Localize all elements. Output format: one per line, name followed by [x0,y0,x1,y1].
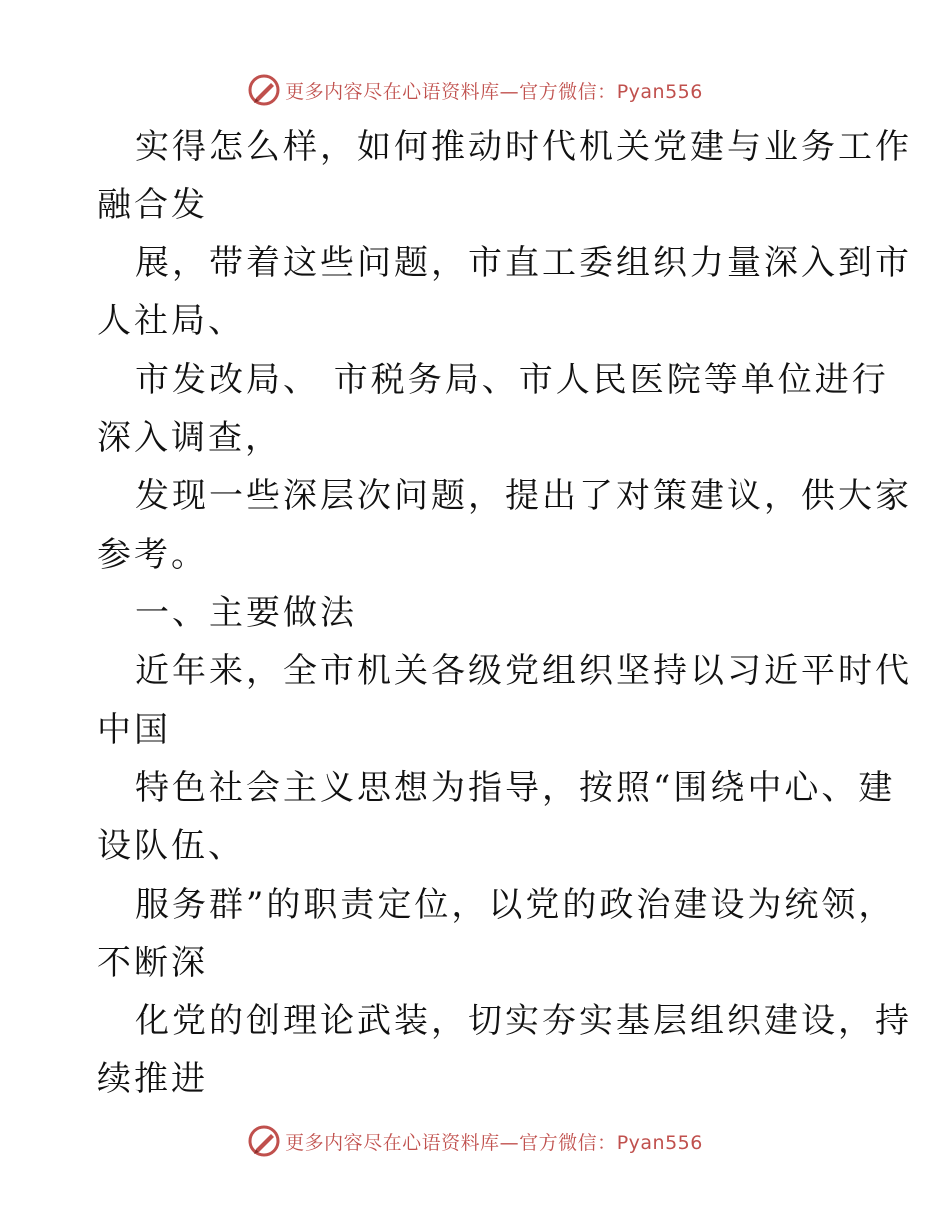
text-line: 融合发 [97,185,208,225]
pen-logo-icon [247,1124,281,1158]
text-line: 服务群”的职责定位，以党的政治建设为统领， [135,885,896,925]
text-line: 人社局、 [97,301,245,341]
text-line: 特色社会主义思想为指导，按照“围绕中心、建 [135,768,896,808]
text-line: 续推进 [97,1059,208,1099]
text-line: 市发改局、 市税务局、市人民医院等单位进行 [135,360,889,400]
text-line: 参考。 [97,535,208,575]
header-watermark [0,70,950,110]
section-heading: 一、主要做法 [135,593,357,633]
footer-watermark [0,1121,950,1161]
text-line: 深入调查， [97,418,282,458]
text-line: 实得怎么样，如何推动时代机关党建与业务工作 [135,127,912,167]
text-line: 不断深 [97,943,208,983]
pen-logo-icon [247,73,281,107]
text-line: 化党的创理论武装，切实夯实基层组织建设，持 [135,1001,912,1041]
text-line: 中国 [97,710,171,750]
text-line: 发现一些深层次问题，提出了对策建议，供大家 [135,476,912,516]
text-line: 展，带着这些问题，市直工委组织力量深入到市 [135,243,912,283]
text-line: 设队伍、 [97,826,245,866]
text-line: 近年来，全市机关各级党组织坚持以习近平时代 [135,651,912,691]
watermark-text: 更多内容尽在心语资料库—官方微信：Pyan556 [285,1131,703,1154]
watermark-text: 更多内容尽在心语资料库—官方微信：Pyan556 [285,80,703,103]
